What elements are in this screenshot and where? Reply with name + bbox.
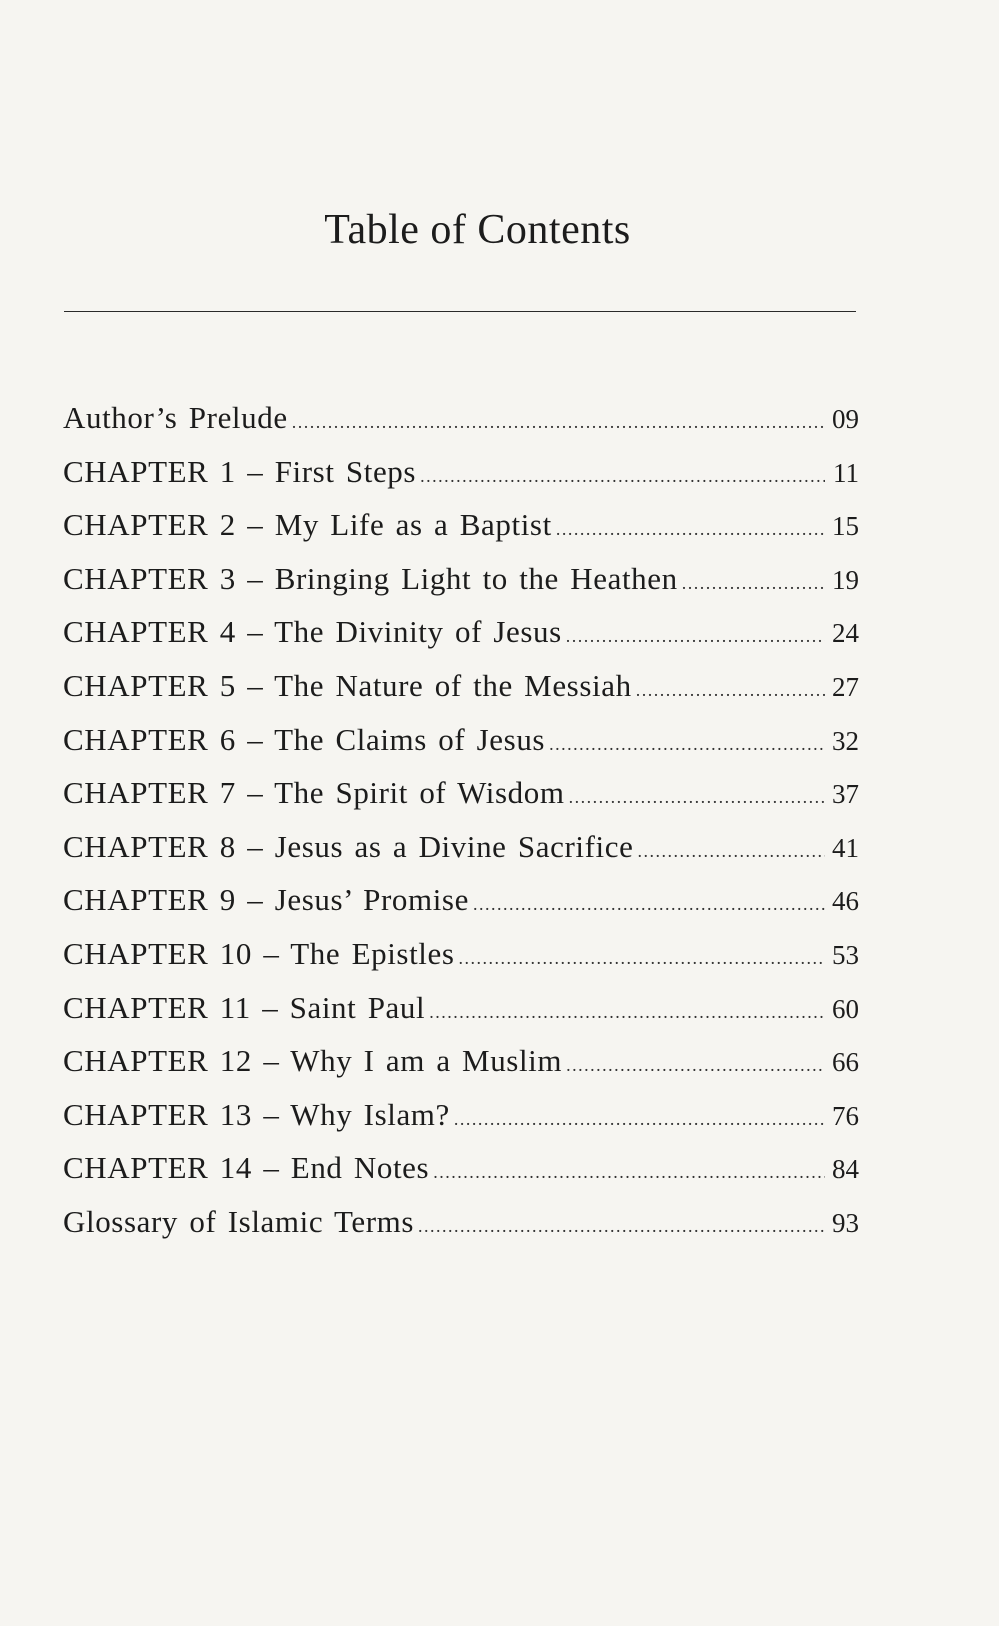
toc-entry-page: 32 xyxy=(832,725,859,756)
toc-entry xyxy=(63,936,859,990)
dot-leader xyxy=(433,1162,825,1183)
page-title: Table of Contents xyxy=(324,207,631,253)
toc-entry-title: CHAPTER 13 – Why Islam? xyxy=(63,1096,450,1132)
toc-entry-page: 09 xyxy=(832,404,859,434)
toc-entry-page: 11 xyxy=(833,457,859,488)
toc-entry-title: CHAPTER 3 – Bringing Light to the Heathen xyxy=(63,560,678,596)
title-divider xyxy=(64,311,856,312)
dot-leader xyxy=(459,948,825,969)
toc-entry-page: 24 xyxy=(832,618,859,649)
toc-entry-page: 84 xyxy=(832,1154,859,1185)
toc-list xyxy=(63,400,859,1258)
toc-entry xyxy=(63,775,859,829)
toc-entry-title: CHAPTER 8 – Jesus as a Divine Sacrifice xyxy=(63,828,634,864)
dot-leader xyxy=(420,466,825,487)
toc-entry-page: 37 xyxy=(832,779,859,810)
toc-entry-title: CHAPTER 12 – Why I am a Muslim xyxy=(63,1043,563,1079)
toc-entry xyxy=(63,1150,859,1204)
toc-entry xyxy=(63,1043,859,1097)
toc-entry xyxy=(63,882,859,936)
toc-entry-title: CHAPTER 11 – Saint Paul xyxy=(63,989,426,1025)
toc-entry-page: 27 xyxy=(832,671,859,702)
toc-entry-page: 60 xyxy=(832,993,859,1024)
toc-entry xyxy=(63,1097,859,1151)
dot-leader xyxy=(636,680,825,701)
toc-entry-page: 53 xyxy=(832,939,859,970)
dot-leader xyxy=(682,573,825,594)
toc-entry-page: 46 xyxy=(832,886,859,917)
toc-entry-title: CHAPTER 9 – Jesus’ Promise xyxy=(63,882,469,918)
toc-entry-title: CHAPTER 14 – End Notes xyxy=(63,1150,430,1186)
dot-leader xyxy=(292,412,825,433)
dot-leader xyxy=(454,1109,825,1130)
toc-entry xyxy=(63,614,859,668)
toc-entry-title: CHAPTER 4 – The Divinity of Jesus xyxy=(63,614,562,650)
toc-entry-page: 66 xyxy=(832,1047,859,1078)
toc-entry-page: 93 xyxy=(832,1207,859,1238)
dot-leader xyxy=(473,894,825,915)
toc-entry xyxy=(63,454,859,508)
toc-entry-page: 19 xyxy=(832,564,859,595)
toc-entry-title: Author’s Prelude xyxy=(63,400,288,435)
toc-entry-title: CHAPTER 6 – The Claims of Jesus xyxy=(63,721,546,757)
dot-leader xyxy=(637,841,825,862)
toc-entry-title: CHAPTER 1 – First Steps xyxy=(63,453,417,489)
toc-entry xyxy=(63,507,859,561)
toc-entry-page: 15 xyxy=(832,511,859,542)
toc-entry xyxy=(63,668,859,722)
toc-entry-title: CHAPTER 5 – The Nature of the Messiah xyxy=(63,667,632,703)
toc-entry-page: 41 xyxy=(832,832,859,863)
dot-leader xyxy=(569,787,825,808)
toc-entry-title: CHAPTER 2 – My Life as a Baptist xyxy=(63,507,552,543)
toc-entry xyxy=(63,829,859,883)
dot-leader xyxy=(556,519,825,540)
toc-entry xyxy=(63,561,859,615)
toc-entry xyxy=(63,722,859,776)
dot-leader xyxy=(429,1002,825,1023)
dot-leader xyxy=(549,734,825,755)
toc-entry-title: CHAPTER 10 – The Epistles xyxy=(63,935,455,971)
toc-entry xyxy=(63,1204,859,1258)
dot-leader xyxy=(418,1216,825,1237)
toc-entry xyxy=(63,400,859,454)
toc-entry-title: CHAPTER 7 – The Spirit of Wisdom xyxy=(63,775,565,811)
toc-entry-page: 76 xyxy=(832,1100,859,1131)
dot-leader xyxy=(566,1055,825,1076)
dot-leader xyxy=(566,626,825,647)
toc-entry xyxy=(63,990,859,1044)
toc-entry-title: Glossary of Islamic Terms xyxy=(63,1203,414,1239)
